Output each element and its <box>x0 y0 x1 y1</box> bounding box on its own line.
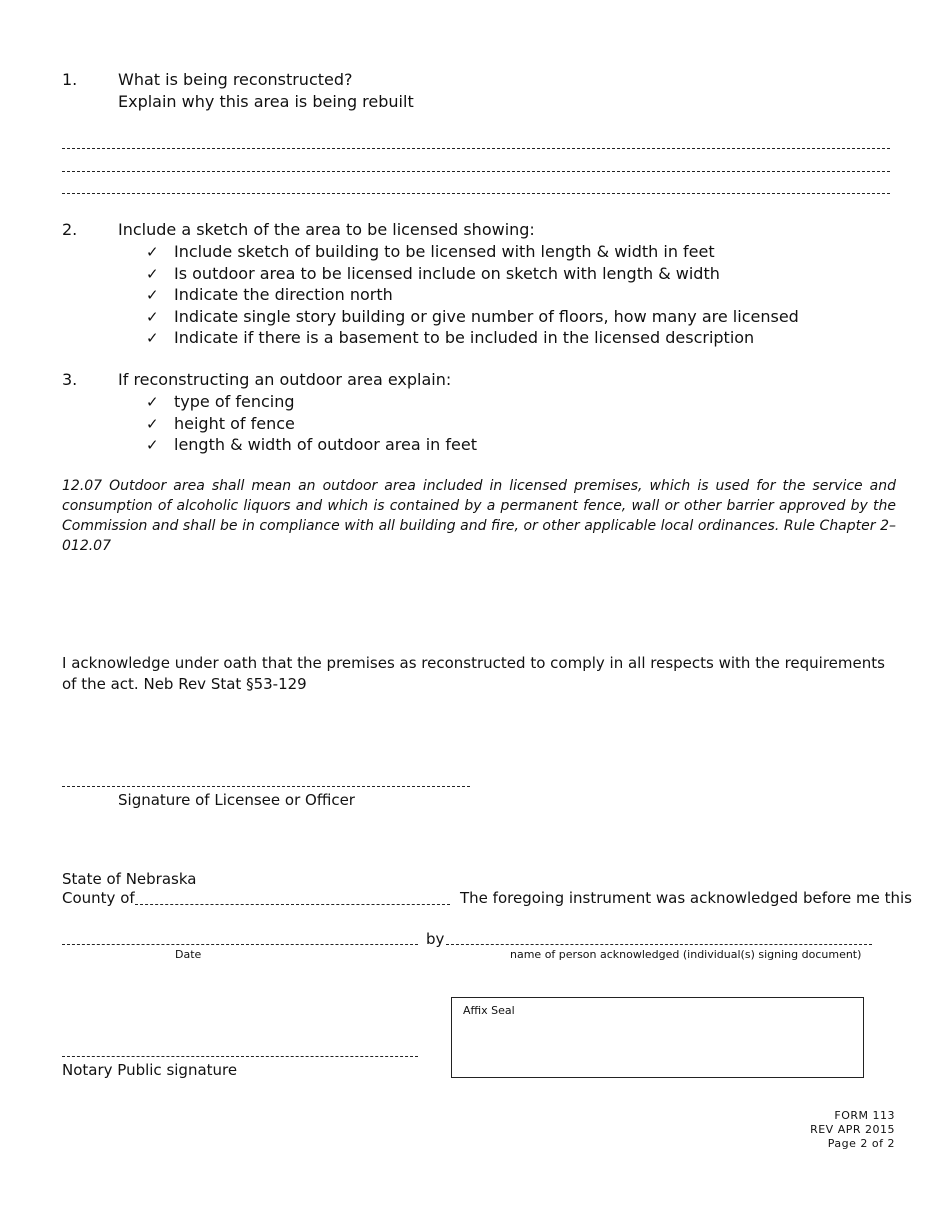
page-number: Page 2 of 2 <box>827 1137 895 1150</box>
date-input-line[interactable] <box>62 944 418 945</box>
q3-number: 3. <box>62 370 78 389</box>
person-name-input-line[interactable] <box>446 944 872 945</box>
signature-line[interactable] <box>62 786 470 787</box>
list-item: ✓ type of fencing <box>146 391 477 413</box>
county-input-line[interactable] <box>135 904 450 905</box>
q2-checklist <box>146 241 799 349</box>
q3-question: If reconstructing an outdoor area explain: <box>118 370 452 389</box>
notary-signature-line[interactable] <box>62 1056 418 1057</box>
checkmark-icon: ✓ <box>146 307 159 326</box>
foregoing-text: The foregoing instrument was acknowledged before me this <box>460 889 912 907</box>
list-item: ✓ Is outdoor area to be licensed include on sketch with length & width <box>146 263 799 285</box>
rule-paragraph: 12.07 Outdoor area shall mean an outdoor area included in licensed premises, which is used for the service and consumption of alcoholic liquors and which is contained by a permanent fence, wall or other barrier approved by the Commission and shall be in compliance with all building and fire, or other applicable local ordinances. Rule Chapter 2–012.07 <box>62 478 896 554</box>
q1-answer-line-2[interactable] <box>62 171 890 172</box>
list-item: ✓ Indicate if there is a basement to be included in the licensed description <box>146 327 799 349</box>
seal-box <box>451 997 864 1078</box>
list-item: ✓ Indicate the direction north <box>146 284 799 306</box>
checkmark-icon: ✓ <box>146 286 159 304</box>
person-label: name of person acknowledged (individual(s) signing document) <box>510 948 862 961</box>
list-item: ✓ Include sketch of building to be licensed with length & width in feet <box>146 241 799 263</box>
checkmark-icon: ✓ <box>146 264 159 283</box>
q1-number: 1. <box>62 70 78 89</box>
acknowledgement-paragraph: I acknowledge under oath that the premises as reconstructed to comply in all respects with the requirements of the act. Neb Rev Stat §53-129 <box>62 654 885 693</box>
list-item: ✓ length & width of outdoor area in feet <box>146 434 477 456</box>
q1-answer-line-3[interactable] <box>62 193 890 194</box>
checkmark-icon: ✓ <box>146 243 159 261</box>
q3-checklist <box>146 391 477 456</box>
q1-answer-line-1[interactable] <box>62 148 890 149</box>
by-label: by <box>426 930 445 948</box>
checkmark-icon: ✓ <box>146 436 159 454</box>
checkmark-icon: ✓ <box>146 414 159 433</box>
checkmark-icon: ✓ <box>146 329 159 347</box>
form-number: FORM 113 <box>834 1109 895 1122</box>
q2-number: 2. <box>62 220 78 239</box>
q1-question: What is being reconstructed? <box>118 70 353 89</box>
date-label: Date <box>175 948 202 961</box>
q1-subquestion: Explain why this area is being rebuilt <box>118 92 414 111</box>
signature-label: Signature of Licensee or Officer <box>118 791 355 809</box>
state-line: State of Nebraska <box>62 870 197 888</box>
seal-label: Affix Seal <box>463 1004 515 1017</box>
notary-label: Notary Public signature <box>62 1061 238 1079</box>
form-revision: REV APR 2015 <box>810 1123 895 1136</box>
q2-question: Include a sketch of the area to be licensed showing: <box>118 220 535 239</box>
county-label: County of <box>62 889 135 907</box>
checkmark-icon: ✓ <box>146 393 159 411</box>
list-item: ✓ height of fence <box>146 413 477 435</box>
form-footer <box>810 1109 895 1151</box>
list-item: ✓ Indicate single story building or give number of floors, how many are licensed <box>146 306 799 328</box>
